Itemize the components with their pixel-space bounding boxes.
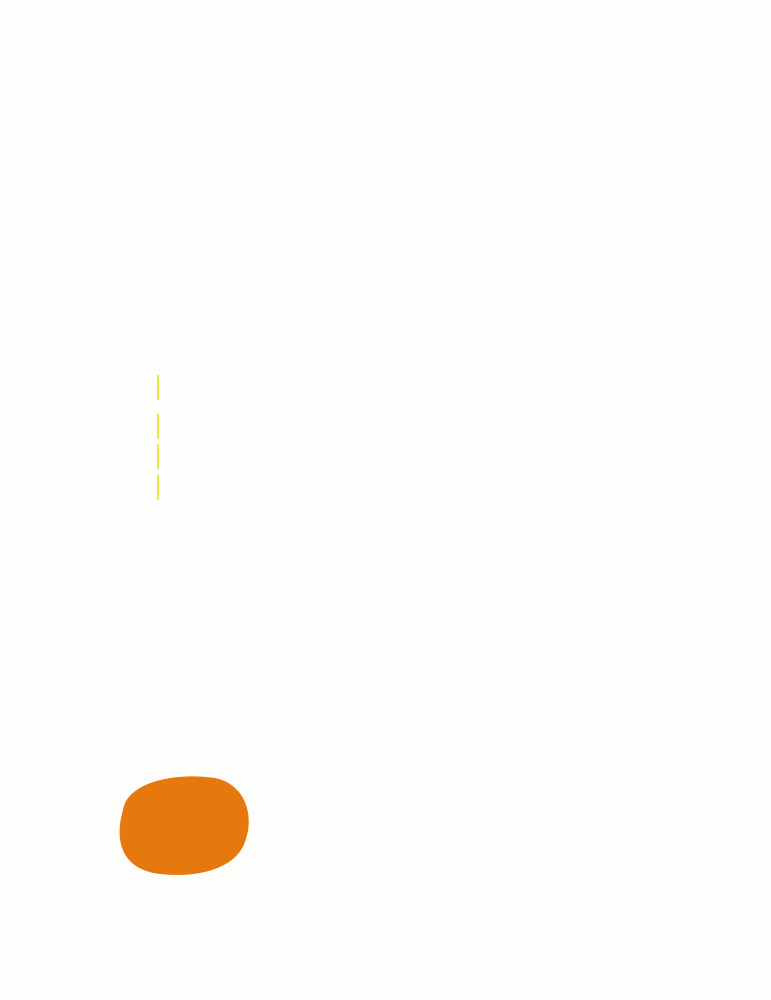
para2-line — [157, 473, 612, 504]
para1-line — [157, 373, 612, 404]
highlighted-text — [157, 414, 159, 439]
body-text — [157, 373, 612, 503]
para2-line — [157, 442, 612, 473]
para2-line — [157, 412, 612, 443]
badge-blob — [105, 770, 253, 878]
date-badge — [105, 770, 253, 878]
highlighted-text — [157, 444, 159, 469]
highlighted-text — [157, 375, 159, 400]
highlighted-text — [157, 475, 159, 500]
